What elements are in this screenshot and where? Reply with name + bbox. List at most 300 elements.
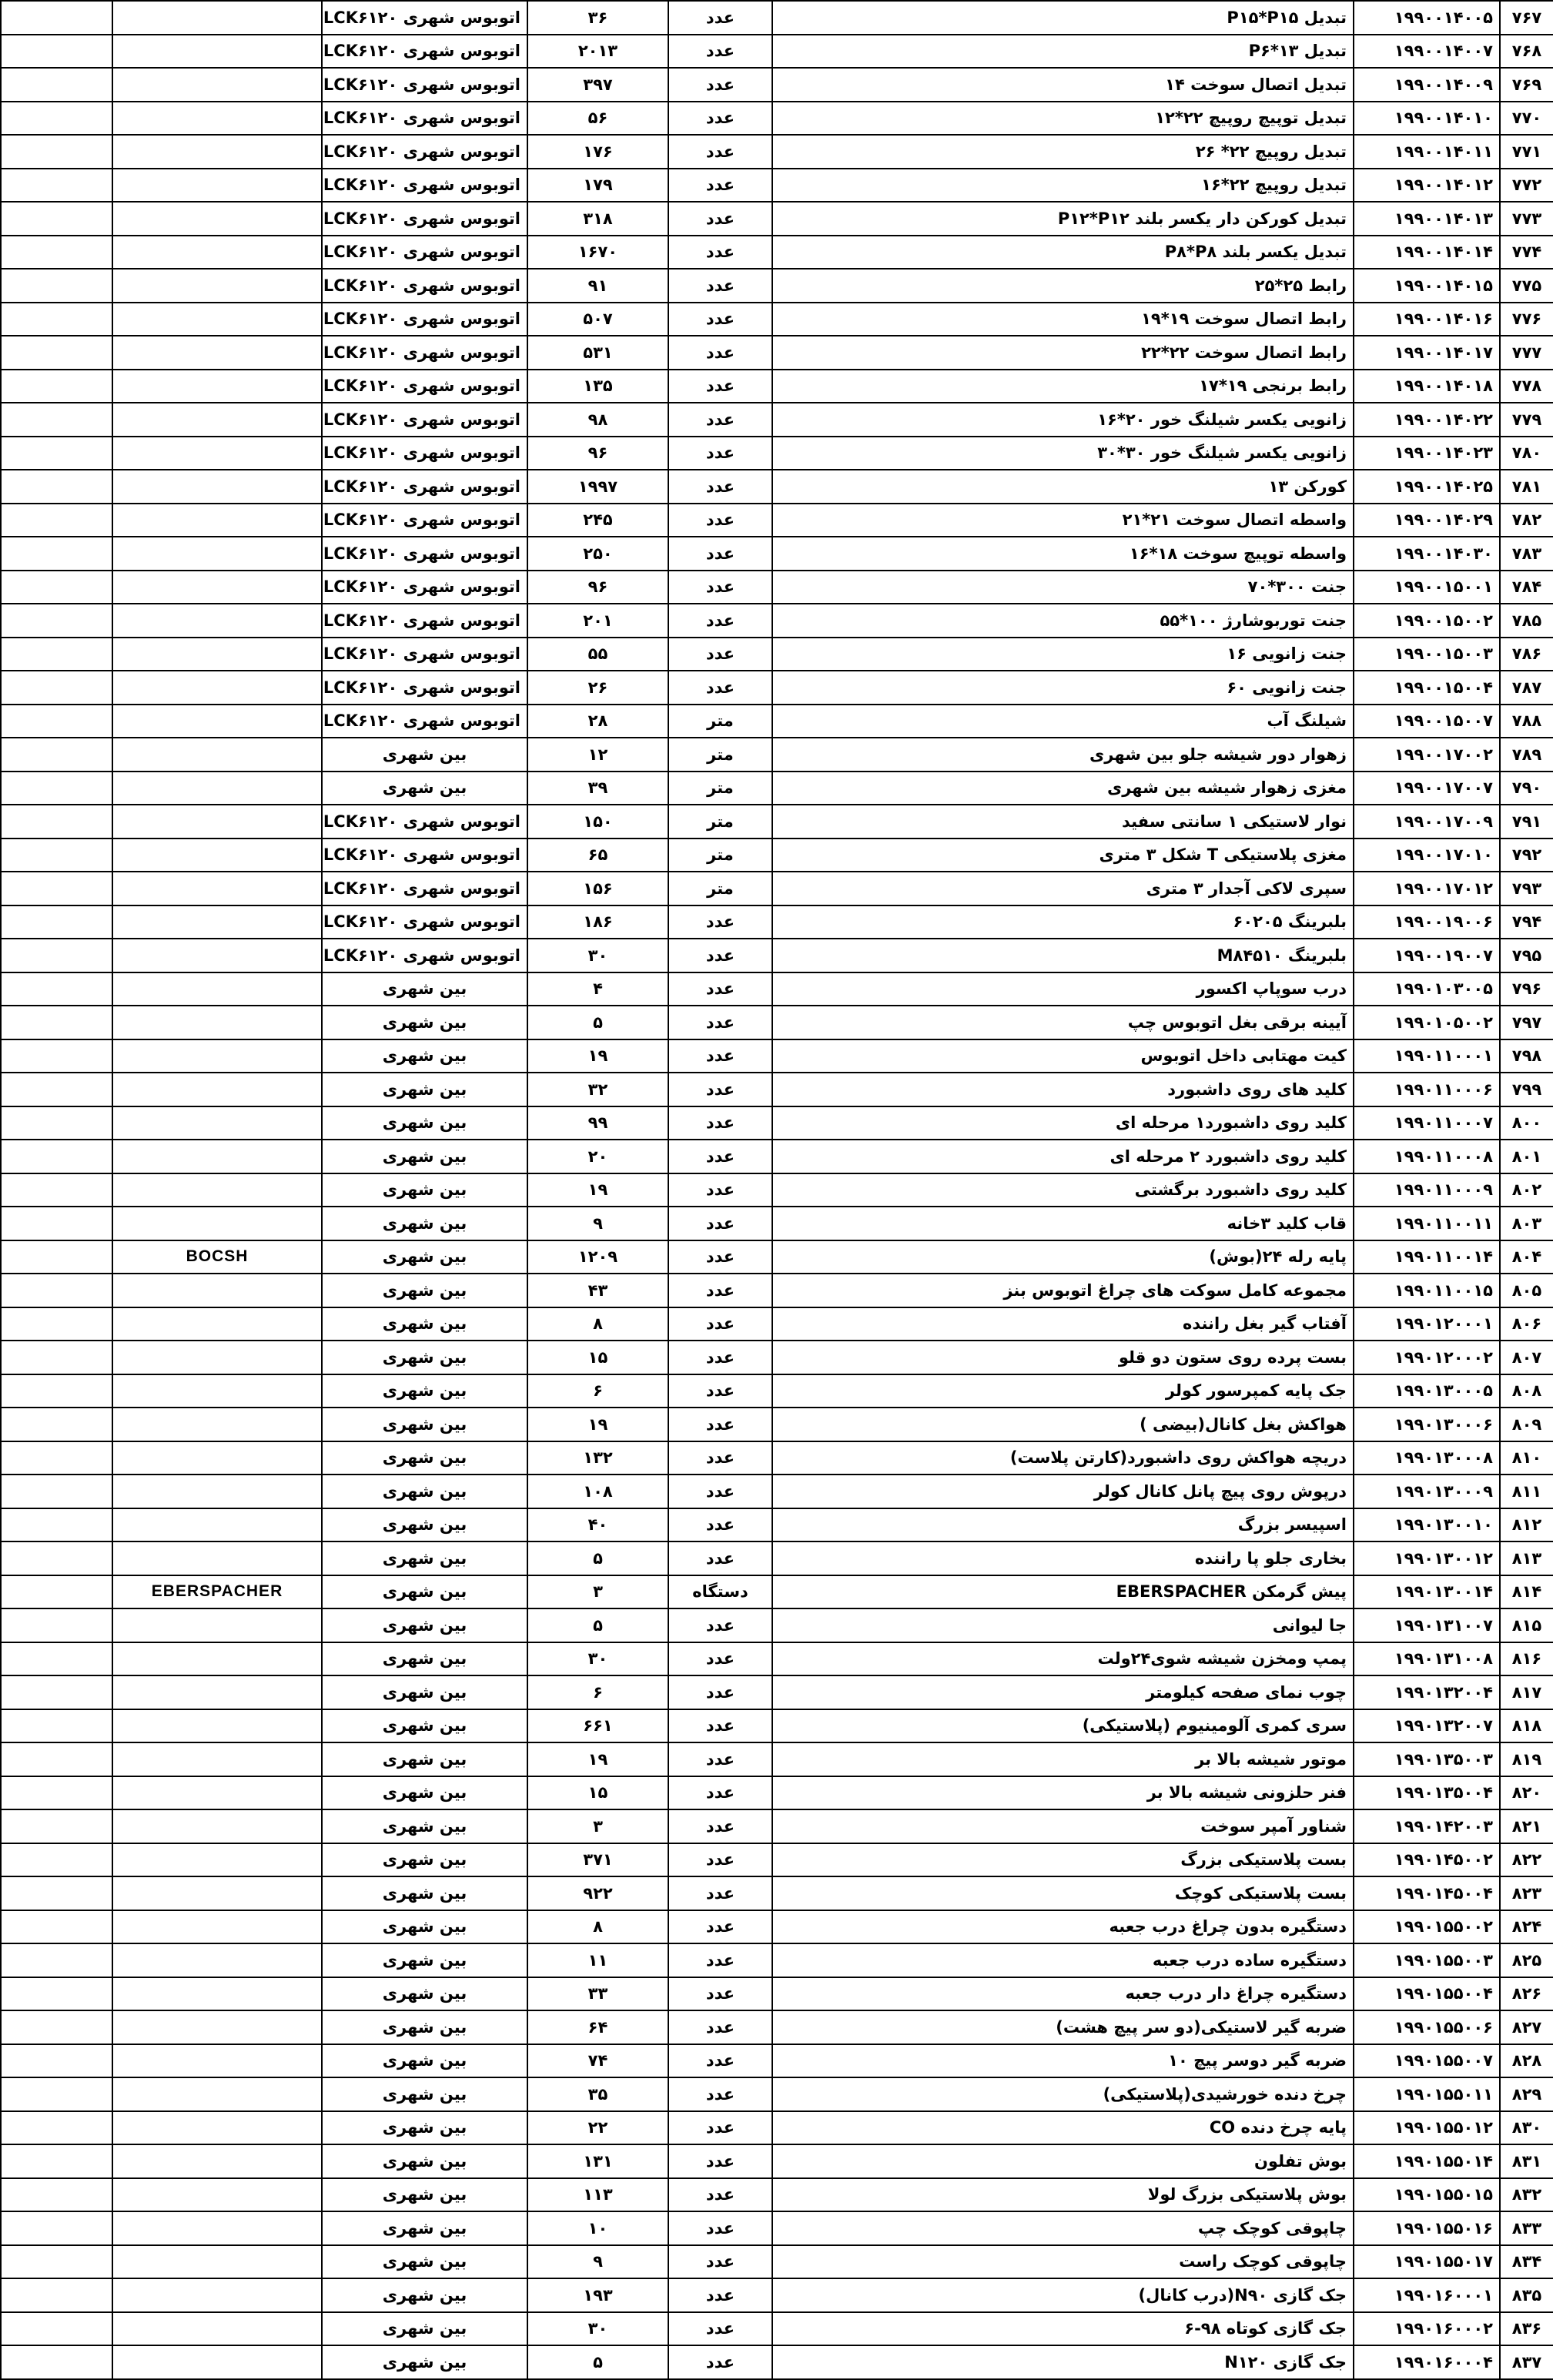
part-name-cell[interactable]: جنت توربوشارژ ۱۰۰*۵۵ [772, 604, 1354, 638]
vehicle-type-cell[interactable]: بین شهری [322, 1475, 527, 1508]
unit-cell[interactable]: عدد [668, 2312, 772, 2346]
brand-cell[interactable] [112, 504, 322, 537]
notes-cell[interactable] [1, 1776, 112, 1810]
brand-cell[interactable] [112, 470, 322, 504]
part-code-cell[interactable]: ۱۹۹۰۰۱۷۰۰۷ [1354, 772, 1500, 805]
part-code-cell[interactable]: ۱۹۹۰۰۱۴۰۲۹ [1354, 504, 1500, 537]
quantity-cell[interactable]: ۱۹۳ [527, 2278, 668, 2312]
unit-cell[interactable]: عدد [668, 1675, 772, 1709]
part-name-cell[interactable]: کلید روی داشبورد ۲ مرحله ای [772, 1140, 1354, 1173]
vehicle-type-cell[interactable]: اتوبوس شهری LCK۶۱۲۰ [322, 872, 527, 905]
notes-cell[interactable] [1, 1140, 112, 1173]
vehicle-type-cell[interactable]: اتوبوس شهری LCK۶۱۲۰ [322, 470, 527, 504]
notes-cell[interactable] [1, 1843, 112, 1877]
vehicle-type-cell[interactable]: بین شهری [322, 1106, 527, 1140]
vehicle-type-cell[interactable]: اتوبوس شهری LCK۶۱۲۰ [322, 202, 527, 236]
part-name-cell[interactable]: اسپیسر بزرگ [772, 1508, 1354, 1542]
notes-cell[interactable] [1, 1910, 112, 1944]
quantity-cell[interactable]: ۲۴۵ [527, 504, 668, 537]
vehicle-type-cell[interactable]: بین شهری [322, 1341, 527, 1374]
brand-cell[interactable] [112, 169, 322, 203]
quantity-cell[interactable]: ۹ [527, 1207, 668, 1240]
row-number-cell[interactable]: ۷۹۹ [1500, 1073, 1553, 1106]
quantity-cell[interactable]: ۲۸ [527, 705, 668, 738]
unit-cell[interactable]: متر [668, 738, 772, 772]
vehicle-type-cell[interactable]: بین شهری [322, 2044, 527, 2078]
notes-cell[interactable] [1, 2245, 112, 2279]
vehicle-type-cell[interactable]: بین شهری [322, 1977, 527, 2011]
row-number-cell[interactable]: ۸۳۷ [1500, 2345, 1553, 2379]
unit-cell[interactable]: عدد [668, 1475, 772, 1508]
notes-cell[interactable] [1, 1742, 112, 1776]
quantity-cell[interactable]: ۱۵ [527, 1776, 668, 1810]
part-code-cell[interactable]: ۱۹۹۰۰۱۴۰۱۴ [1354, 236, 1500, 269]
unit-cell[interactable]: عدد [668, 336, 772, 370]
brand-cell[interactable] [112, 2278, 322, 2312]
part-code-cell[interactable]: ۱۹۹۰۱۵۵۰۱۲ [1354, 2111, 1500, 2145]
notes-cell[interactable] [1, 2312, 112, 2346]
part-code-cell[interactable]: ۱۹۹۰۱۵۵۰۰۳ [1354, 1943, 1500, 1977]
part-code-cell[interactable]: ۱۹۹۰۱۵۵۰۱۴ [1354, 2144, 1500, 2178]
part-code-cell[interactable]: ۱۹۹۰۱۵۵۰۱۶ [1354, 2211, 1500, 2245]
part-code-cell[interactable]: ۱۹۹۰۰۱۹۰۰۷ [1354, 939, 1500, 972]
unit-cell[interactable]: عدد [668, 537, 772, 571]
unit-cell[interactable]: عدد [668, 102, 772, 136]
notes-cell[interactable] [1, 1, 112, 35]
quantity-cell[interactable]: ۳۰ [527, 2312, 668, 2346]
brand-cell[interactable] [112, 1006, 322, 1039]
vehicle-type-cell[interactable]: بین شهری [322, 1742, 527, 1776]
brand-cell[interactable] [112, 671, 322, 705]
part-name-cell[interactable]: درپوش روی پیچ پانل کانال کولر [772, 1475, 1354, 1508]
row-number-cell[interactable]: ۸۳۶ [1500, 2312, 1553, 2346]
quantity-cell[interactable]: ۶۶۱ [527, 1709, 668, 1743]
vehicle-type-cell[interactable]: بین شهری [322, 2312, 527, 2346]
unit-cell[interactable]: عدد [668, 1140, 772, 1173]
part-code-cell[interactable]: ۱۹۹۰۰۱۴۰۰۷ [1354, 35, 1500, 69]
unit-cell[interactable]: عدد [668, 1642, 772, 1676]
part-name-cell[interactable]: تبدیل روپیچ ۲۲* ۲۶ [772, 135, 1354, 169]
part-name-cell[interactable]: جا لیوانی [772, 1608, 1354, 1642]
notes-cell[interactable] [1, 571, 112, 604]
unit-cell[interactable]: دستگاه [668, 1575, 772, 1609]
notes-cell[interactable] [1, 135, 112, 169]
row-number-cell[interactable]: ۷۷۳ [1500, 202, 1553, 236]
quantity-cell[interactable]: ۳۰ [527, 939, 668, 972]
quantity-cell[interactable]: ۱۹ [527, 1742, 668, 1776]
vehicle-type-cell[interactable]: اتوبوس شهری LCK۶۱۲۰ [322, 839, 527, 872]
brand-cell[interactable] [112, 2144, 322, 2178]
part-name-cell[interactable]: آیینه برقی بغل اتوبوس چپ [772, 1006, 1354, 1039]
quantity-cell[interactable]: ۲۲ [527, 2111, 668, 2145]
row-number-cell[interactable]: ۸۱۶ [1500, 1642, 1553, 1676]
quantity-cell[interactable]: ۳۹۷ [527, 68, 668, 102]
brand-cell[interactable] [112, 1374, 322, 1408]
part-code-cell[interactable]: ۱۹۹۰۰۱۵۰۰۴ [1354, 671, 1500, 705]
unit-cell[interactable]: عدد [668, 1106, 772, 1140]
quantity-cell[interactable]: ۱۶۷۰ [527, 236, 668, 269]
vehicle-type-cell[interactable]: اتوبوس شهری LCK۶۱۲۰ [322, 169, 527, 203]
vehicle-type-cell[interactable]: بین شهری [322, 1575, 527, 1609]
vehicle-type-cell[interactable]: اتوبوس شهری LCK۶۱۲۰ [322, 269, 527, 303]
quantity-cell[interactable]: ۵ [527, 1006, 668, 1039]
part-name-cell[interactable]: تبدیل یکسر بلند P۸*P۸ [772, 236, 1354, 269]
vehicle-type-cell[interactable]: بین شهری [322, 1776, 527, 1810]
part-code-cell[interactable]: ۱۹۹۰۰۱۷۰۰۹ [1354, 805, 1500, 839]
row-number-cell[interactable]: ۸۲۵ [1500, 1943, 1553, 1977]
quantity-cell[interactable]: ۶ [527, 1374, 668, 1408]
part-code-cell[interactable]: ۱۹۹۰۱۵۵۰۰۷ [1354, 2044, 1500, 2078]
row-number-cell[interactable]: ۷۸۰ [1500, 437, 1553, 470]
quantity-cell[interactable]: ۱۳۵ [527, 370, 668, 403]
row-number-cell[interactable]: ۷۸۳ [1500, 537, 1553, 571]
unit-cell[interactable]: عدد [668, 1374, 772, 1408]
vehicle-type-cell[interactable]: بین شهری [322, 1876, 527, 1910]
part-code-cell[interactable]: ۱۹۹۰۱۱۰۰۰۷ [1354, 1106, 1500, 1140]
unit-cell[interactable]: عدد [668, 470, 772, 504]
vehicle-type-cell[interactable]: بین شهری [322, 1843, 527, 1877]
quantity-cell[interactable]: ۱۵ [527, 1341, 668, 1374]
part-code-cell[interactable]: ۱۹۹۰۱۱۰۰۱۱ [1354, 1207, 1500, 1240]
part-name-cell[interactable]: چوب نمای صفحه کیلومتر [772, 1675, 1354, 1709]
unit-cell[interactable]: عدد [668, 1441, 772, 1475]
part-name-cell[interactable]: مجموعه کامل سوکت های چراغ اتوبوس بنز [772, 1274, 1354, 1307]
row-number-cell[interactable]: ۷۹۷ [1500, 1006, 1553, 1039]
part-code-cell[interactable]: ۱۹۹۰۱۳۲۰۰۷ [1354, 1709, 1500, 1743]
notes-cell[interactable] [1, 671, 112, 705]
notes-cell[interactable] [1, 2077, 112, 2111]
row-number-cell[interactable]: ۷۹۵ [1500, 939, 1553, 972]
part-code-cell[interactable]: ۱۹۹۰۱۵۵۰۰۴ [1354, 1977, 1500, 2011]
brand-cell[interactable] [112, 1, 322, 35]
vehicle-type-cell[interactable]: اتوبوس شهری LCK۶۱۲۰ [322, 671, 527, 705]
brand-cell[interactable] [112, 1441, 322, 1475]
quantity-cell[interactable]: ۱۳۱ [527, 2144, 668, 2178]
vehicle-type-cell[interactable]: بین شهری [322, 1039, 527, 1073]
notes-cell[interactable] [1, 336, 112, 370]
part-name-cell[interactable]: واسطه توپیچ سوخت ۱۸*۱۶ [772, 537, 1354, 571]
brand-cell[interactable] [112, 1709, 322, 1743]
part-code-cell[interactable]: ۱۹۹۰۰۱۴۰۱۰ [1354, 102, 1500, 136]
vehicle-type-cell[interactable]: بین شهری [322, 2144, 527, 2178]
notes-cell[interactable] [1, 1642, 112, 1676]
part-code-cell[interactable]: ۱۹۹۰۱۴۵۰۰۲ [1354, 1843, 1500, 1877]
vehicle-type-cell[interactable]: بین شهری [322, 1508, 527, 1542]
notes-cell[interactable] [1, 1006, 112, 1039]
part-name-cell[interactable]: پایه رله ۲۴(بوش) [772, 1240, 1354, 1274]
unit-cell[interactable]: عدد [668, 403, 772, 437]
part-code-cell[interactable]: ۱۹۹۰۱۳۰۰۰۸ [1354, 1441, 1500, 1475]
row-number-cell[interactable]: ۷۸۴ [1500, 571, 1553, 604]
part-code-cell[interactable]: ۱۹۹۰۱۳۲۰۰۴ [1354, 1675, 1500, 1709]
row-number-cell[interactable]: ۷۷۴ [1500, 236, 1553, 269]
notes-cell[interactable] [1, 504, 112, 537]
notes-cell[interactable] [1, 68, 112, 102]
brand-cell[interactable] [112, 839, 322, 872]
notes-cell[interactable] [1, 169, 112, 203]
part-name-cell[interactable]: جک گازی N۱۲۰ [772, 2345, 1354, 2379]
vehicle-type-cell[interactable]: بین شهری [322, 1140, 527, 1173]
brand-cell[interactable] [112, 2178, 322, 2212]
quantity-cell[interactable]: ۳۳ [527, 1977, 668, 2011]
vehicle-type-cell[interactable]: اتوبوس شهری LCK۶۱۲۰ [322, 705, 527, 738]
brand-cell[interactable] [112, 972, 322, 1006]
row-number-cell[interactable]: ۷۹۱ [1500, 805, 1553, 839]
part-code-cell[interactable]: ۱۹۹۰۱۰۵۰۰۲ [1354, 1006, 1500, 1039]
part-code-cell[interactable]: ۱۹۹۰۱۲۰۰۰۲ [1354, 1341, 1500, 1374]
part-code-cell[interactable]: ۱۹۹۰۱۴۲۰۰۳ [1354, 1809, 1500, 1843]
brand-cell[interactable] [112, 638, 322, 671]
vehicle-type-cell[interactable]: بین شهری [322, 2111, 527, 2145]
part-name-cell[interactable]: جنت ۳۰۰*۷۰ [772, 571, 1354, 604]
notes-cell[interactable] [1, 872, 112, 905]
brand-cell[interactable] [112, 1843, 322, 1877]
quantity-cell[interactable]: ۵۳۱ [527, 336, 668, 370]
unit-cell[interactable]: عدد [668, 2211, 772, 2245]
notes-cell[interactable] [1, 1274, 112, 1307]
brand-cell[interactable] [112, 35, 322, 69]
brand-cell[interactable]: EBERSPACHER [112, 1575, 322, 1609]
part-name-cell[interactable]: رابط اتصال سوخت ۲۲*۲۲ [772, 336, 1354, 370]
unit-cell[interactable]: عدد [668, 269, 772, 303]
vehicle-type-cell[interactable]: اتوبوس شهری LCK۶۱۲۰ [322, 102, 527, 136]
quantity-cell[interactable]: ۳ [527, 1809, 668, 1843]
part-name-cell[interactable]: آفتاب گیر بغل راننده [772, 1307, 1354, 1341]
unit-cell[interactable]: عدد [668, 1910, 772, 1944]
notes-cell[interactable] [1, 1039, 112, 1073]
quantity-cell[interactable]: ۳۰ [527, 1642, 668, 1676]
row-number-cell[interactable]: ۷۸۵ [1500, 604, 1553, 638]
unit-cell[interactable]: عدد [668, 2044, 772, 2078]
vehicle-type-cell[interactable]: اتوبوس شهری LCK۶۱۲۰ [322, 437, 527, 470]
vehicle-type-cell[interactable]: بین شهری [322, 1307, 527, 1341]
row-number-cell[interactable]: ۸۰۸ [1500, 1374, 1553, 1408]
unit-cell[interactable]: عدد [668, 202, 772, 236]
part-code-cell[interactable]: ۱۹۹۰۱۵۵۰۱۷ [1354, 2245, 1500, 2279]
quantity-cell[interactable]: ۸ [527, 1307, 668, 1341]
part-name-cell[interactable]: پایه چرخ دنده CO [772, 2111, 1354, 2145]
vehicle-type-cell[interactable]: بین شهری [322, 738, 527, 772]
part-name-cell[interactable]: کیت مهتابی داخل اتوبوس [772, 1039, 1354, 1073]
vehicle-type-cell[interactable]: بین شهری [322, 2010, 527, 2044]
notes-cell[interactable] [1, 1943, 112, 1977]
vehicle-type-cell[interactable]: بین شهری [322, 772, 527, 805]
quantity-cell[interactable]: ۷۴ [527, 2044, 668, 2078]
vehicle-type-cell[interactable]: بین شهری [322, 1910, 527, 1944]
part-name-cell[interactable]: تبدیل کورکن دار یکسر بلند P۱۲*P۱۲ [772, 202, 1354, 236]
part-name-cell[interactable]: چرخ دنده خورشیدی(پلاستیکی) [772, 2077, 1354, 2111]
quantity-cell[interactable]: ۱۹ [527, 1408, 668, 1441]
unit-cell[interactable]: عدد [668, 2144, 772, 2178]
row-number-cell[interactable]: ۷۶۷ [1500, 1, 1553, 35]
part-name-cell[interactable]: درب سوپاپ اکسور [772, 972, 1354, 1006]
part-code-cell[interactable]: ۱۹۹۰۰۱۴۰۲۲ [1354, 403, 1500, 437]
quantity-cell[interactable]: ۳۶ [527, 1, 668, 35]
notes-cell[interactable] [1, 939, 112, 972]
brand-cell[interactable] [112, 2345, 322, 2379]
part-code-cell[interactable]: ۱۹۹۰۰۱۴۰۱۲ [1354, 169, 1500, 203]
row-number-cell[interactable]: ۸۱۹ [1500, 1742, 1553, 1776]
part-code-cell[interactable]: ۱۹۹۰۱۵۵۰۰۶ [1354, 2010, 1500, 2044]
notes-cell[interactable] [1, 604, 112, 638]
vehicle-type-cell[interactable]: بین شهری [322, 972, 527, 1006]
notes-cell[interactable] [1, 839, 112, 872]
vehicle-type-cell[interactable]: بین شهری [322, 1608, 527, 1642]
brand-cell[interactable] [112, 2245, 322, 2279]
row-number-cell[interactable]: ۷۷۷ [1500, 336, 1553, 370]
quantity-cell[interactable]: ۳۷۱ [527, 1843, 668, 1877]
row-number-cell[interactable]: ۸۱۸ [1500, 1709, 1553, 1743]
notes-cell[interactable] [1, 1307, 112, 1341]
vehicle-type-cell[interactable]: اتوبوس شهری LCK۶۱۲۰ [322, 939, 527, 972]
notes-cell[interactable] [1, 1173, 112, 1207]
part-name-cell[interactable]: جنت زانویی ۶۰ [772, 671, 1354, 705]
vehicle-type-cell[interactable]: اتوبوس شهری LCK۶۱۲۰ [322, 537, 527, 571]
row-number-cell[interactable]: ۷۷۲ [1500, 169, 1553, 203]
part-name-cell[interactable]: کلید روی داشبورد۱ مرحله ای [772, 1106, 1354, 1140]
quantity-cell[interactable]: ۱۰ [527, 2211, 668, 2245]
quantity-cell[interactable]: ۶۵ [527, 839, 668, 872]
unit-cell[interactable]: عدد [668, 1, 772, 35]
unit-cell[interactable]: عدد [668, 1240, 772, 1274]
brand-cell[interactable] [112, 2044, 322, 2078]
quantity-cell[interactable]: ۴۰ [527, 1508, 668, 1542]
row-number-cell[interactable]: ۸۱۷ [1500, 1675, 1553, 1709]
quantity-cell[interactable]: ۱۷۹ [527, 169, 668, 203]
quantity-cell[interactable]: ۹ [527, 2245, 668, 2279]
part-code-cell[interactable]: ۱۹۹۰۱۶۰۰۰۲ [1354, 2312, 1500, 2346]
brand-cell[interactable] [112, 269, 322, 303]
part-code-cell[interactable]: ۱۹۹۰۱۳۵۰۰۳ [1354, 1742, 1500, 1776]
vehicle-type-cell[interactable]: بین شهری [322, 2278, 527, 2312]
brand-cell[interactable] [112, 1977, 322, 2011]
part-code-cell[interactable]: ۱۹۹۰۱۴۵۰۰۴ [1354, 1876, 1500, 1910]
quantity-cell[interactable]: ۳ [527, 1575, 668, 1609]
notes-cell[interactable] [1, 1709, 112, 1743]
unit-cell[interactable]: عدد [668, 2010, 772, 2044]
notes-cell[interactable] [1, 1475, 112, 1508]
brand-cell[interactable] [112, 1943, 322, 1977]
part-code-cell[interactable]: ۱۹۹۰۱۵۵۰۰۲ [1354, 1910, 1500, 1944]
brand-cell[interactable] [112, 1274, 322, 1307]
row-number-cell[interactable]: ۸۰۱ [1500, 1140, 1553, 1173]
part-code-cell[interactable]: ۱۹۹۰۱۳۵۰۰۴ [1354, 1776, 1500, 1810]
quantity-cell[interactable]: ۶ [527, 1675, 668, 1709]
part-name-cell[interactable]: رابط ۲۵*۲۵ [772, 269, 1354, 303]
part-name-cell[interactable]: کلید روی داشبورد برگشتی [772, 1173, 1354, 1207]
notes-cell[interactable] [1, 102, 112, 136]
part-code-cell[interactable]: ۱۹۹۰۱۳۰۰۱۰ [1354, 1508, 1500, 1542]
part-code-cell[interactable]: ۱۹۹۰۰۱۴۰۱۱ [1354, 135, 1500, 169]
brand-cell[interactable] [112, 1541, 322, 1575]
part-code-cell[interactable]: ۱۹۹۰۱۳۰۰۰۶ [1354, 1408, 1500, 1441]
part-code-cell[interactable]: ۱۹۹۰۱۱۰۰۰۱ [1354, 1039, 1500, 1073]
notes-cell[interactable] [1, 403, 112, 437]
part-code-cell[interactable]: ۱۹۹۰۱۳۰۰۱۲ [1354, 1541, 1500, 1575]
unit-cell[interactable]: عدد [668, 671, 772, 705]
brand-cell[interactable] [112, 202, 322, 236]
part-name-cell[interactable]: بخاری جلو پا راننده [772, 1541, 1354, 1575]
row-number-cell[interactable]: ۸۰۶ [1500, 1307, 1553, 1341]
unit-cell[interactable]: عدد [668, 1709, 772, 1743]
quantity-cell[interactable]: ۸ [527, 1910, 668, 1944]
part-code-cell[interactable]: ۱۹۹۰۰۱۷۰۰۲ [1354, 738, 1500, 772]
vehicle-type-cell[interactable]: اتوبوس شهری LCK۶۱۲۰ [322, 1, 527, 35]
vehicle-type-cell[interactable]: بین شهری [322, 1709, 527, 1743]
brand-cell[interactable] [112, 1073, 322, 1106]
part-code-cell[interactable]: ۱۹۹۰۰۱۴۰۱۷ [1354, 336, 1500, 370]
part-name-cell[interactable]: دستگیره بدون چراغ درب جعبه [772, 1910, 1354, 1944]
vehicle-type-cell[interactable]: بین شهری [322, 2178, 527, 2212]
row-number-cell[interactable]: ۸۲۶ [1500, 1977, 1553, 2011]
brand-cell[interactable] [112, 437, 322, 470]
part-code-cell[interactable]: ۱۹۹۰۰۱۷۰۱۰ [1354, 839, 1500, 872]
vehicle-type-cell[interactable]: بین شهری [322, 1207, 527, 1240]
brand-cell[interactable] [112, 1475, 322, 1508]
notes-cell[interactable] [1, 2178, 112, 2212]
unit-cell[interactable]: عدد [668, 2111, 772, 2145]
brand-cell[interactable] [112, 236, 322, 269]
notes-cell[interactable] [1, 1374, 112, 1408]
part-code-cell[interactable]: ۱۹۹۰۱۱۰۰۰۹ [1354, 1173, 1500, 1207]
notes-cell[interactable] [1, 1341, 112, 1374]
vehicle-type-cell[interactable]: بین شهری [322, 1943, 527, 1977]
row-number-cell[interactable]: ۷۹۸ [1500, 1039, 1553, 1073]
row-number-cell[interactable]: ۸۰۰ [1500, 1106, 1553, 1140]
part-code-cell[interactable]: ۱۹۹۰۱۱۰۰۰۸ [1354, 1140, 1500, 1173]
notes-cell[interactable] [1, 638, 112, 671]
notes-cell[interactable] [1, 2010, 112, 2044]
quantity-cell[interactable]: ۳۹ [527, 772, 668, 805]
row-number-cell[interactable]: ۸۰۵ [1500, 1274, 1553, 1307]
row-number-cell[interactable]: ۷۸۶ [1500, 638, 1553, 671]
brand-cell[interactable] [112, 403, 322, 437]
brand-cell[interactable] [112, 336, 322, 370]
row-number-cell[interactable]: ۸۲۴ [1500, 1910, 1553, 1944]
vehicle-type-cell[interactable]: بین شهری [322, 1240, 527, 1274]
unit-cell[interactable]: عدد [668, 169, 772, 203]
notes-cell[interactable] [1, 905, 112, 939]
brand-cell[interactable] [112, 1140, 322, 1173]
part-name-cell[interactable]: فنر حلزونی شیشه بالا بر [772, 1776, 1354, 1810]
unit-cell[interactable]: عدد [668, 370, 772, 403]
unit-cell[interactable]: عدد [668, 1742, 772, 1776]
row-number-cell[interactable]: ۸۰۴ [1500, 1240, 1553, 1274]
quantity-cell[interactable]: ۱۲ [527, 738, 668, 772]
part-code-cell[interactable]: ۱۹۹۰۰۱۴۰۱۳ [1354, 202, 1500, 236]
part-code-cell[interactable]: ۱۹۹۰۰۱۴۰۰۵ [1354, 1, 1500, 35]
notes-cell[interactable] [1, 1073, 112, 1106]
notes-cell[interactable] [1, 2278, 112, 2312]
quantity-cell[interactable]: ۹۶ [527, 437, 668, 470]
part-code-cell[interactable]: ۱۹۹۰۰۱۵۰۰۱ [1354, 571, 1500, 604]
part-name-cell[interactable]: دریچه هواکش روی داشبورد(کارتن پلاست) [772, 1441, 1354, 1475]
quantity-cell[interactable]: ۱۹ [527, 1039, 668, 1073]
unit-cell[interactable]: عدد [668, 2245, 772, 2279]
part-name-cell[interactable]: بلبرینگ M۸۴۵۱۰ [772, 939, 1354, 972]
part-name-cell[interactable]: رابط برنجی ۱۹*۱۷ [772, 370, 1354, 403]
row-number-cell[interactable]: ۸۰۷ [1500, 1341, 1553, 1374]
quantity-cell[interactable]: ۵ [527, 1608, 668, 1642]
brand-cell[interactable]: BOCSH [112, 1240, 322, 1274]
quantity-cell[interactable]: ۶۴ [527, 2010, 668, 2044]
unit-cell[interactable]: عدد [668, 939, 772, 972]
brand-cell[interactable] [112, 1341, 322, 1374]
part-code-cell[interactable]: ۱۹۹۰۱۳۱۰۰۸ [1354, 1642, 1500, 1676]
brand-cell[interactable] [112, 738, 322, 772]
row-number-cell[interactable]: ۷۸۱ [1500, 470, 1553, 504]
part-name-cell[interactable]: کلید های روی داشبورد [772, 1073, 1354, 1106]
